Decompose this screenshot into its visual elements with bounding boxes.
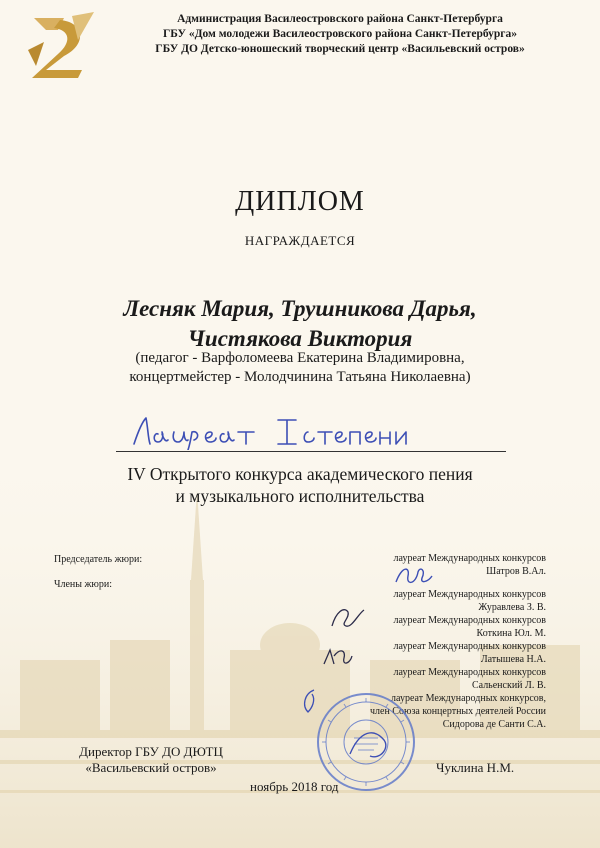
jury-name: Коткина Юл. М.: [476, 628, 546, 639]
recipient-names-line-2: Чистякова Виктория: [187, 326, 413, 351]
signature-image: [392, 562, 436, 590]
contest-line-1: IV Открытого конкурса академического пения: [127, 464, 473, 484]
director-line-1: Директор ГБУ ДО ДЮТЦ: [79, 744, 223, 759]
handwritten-award-image: [128, 414, 418, 450]
org-logo-image: [24, 10, 98, 84]
jury-title: лауреат Международных конкурсов: [393, 641, 546, 652]
org-line-2: ГБУ «Дом молодежи Василеостровского района Санкт-Петербурга»: [162, 28, 518, 40]
diploma-title: ДИПЛОМ: [235, 186, 365, 217]
director-title: [56, 744, 246, 776]
jury-name: Шатров В.Ал.: [486, 566, 546, 577]
jury-name: Сальенский Л. В.: [472, 680, 546, 691]
teachers-line-1: (педагог - Варфоломеева Екатерина Владимировна,: [135, 350, 465, 366]
recipient-names-line-1: Лесняк Мария, Трушникова Дарья,: [123, 296, 477, 321]
contest-name: [0, 463, 600, 507]
jury-name: Журавлева З. В.: [478, 602, 546, 613]
jury-members-label: Члены жюри:: [54, 579, 113, 590]
issue-date: ноябрь 2018 год: [250, 779, 339, 794]
org-line-1: Администрация Василеостровского района Санкт-Петербурга: [177, 13, 503, 25]
recipient-names: [0, 294, 600, 354]
signature-image: [320, 644, 356, 670]
jury-name: Латышева Н.А.: [480, 654, 546, 665]
org-line-3: ГБУ ДО Детско-юношеский творческий центр «Васильевский остров»: [155, 43, 525, 55]
teachers-info: [0, 349, 600, 387]
jury-title-2: член Союза концертных деятелей России: [370, 706, 546, 717]
awarded-label: НАГРАЖДАЕТСЯ: [244, 233, 356, 248]
jury-title: лауреат Международных конкурсов: [393, 589, 546, 600]
jury-name: Сидорова де Санти С.А.: [442, 719, 546, 730]
director-line-2: «Васильевский остров»: [85, 760, 217, 775]
contest-line-2: и музыкального исполнительства: [175, 486, 425, 506]
director-name: Чуклина Н.М.: [436, 760, 515, 775]
jury-title: лауреат Международных конкурсов: [393, 615, 546, 626]
signature-image: [328, 602, 368, 632]
organization-header: [110, 12, 570, 57]
award-underline: [116, 451, 506, 452]
jury-title: лауреат Международных конкурсов: [393, 667, 546, 678]
jury-title: лауреат Международных конкурсов,: [391, 693, 546, 704]
teachers-line-2: концертмейстер - Молодчинина Татьяна Николаевна): [129, 369, 471, 385]
jury-chair-label: Председатель жюри:: [54, 554, 143, 565]
jury-title: лауреат Международных конкурсов: [393, 553, 546, 564]
